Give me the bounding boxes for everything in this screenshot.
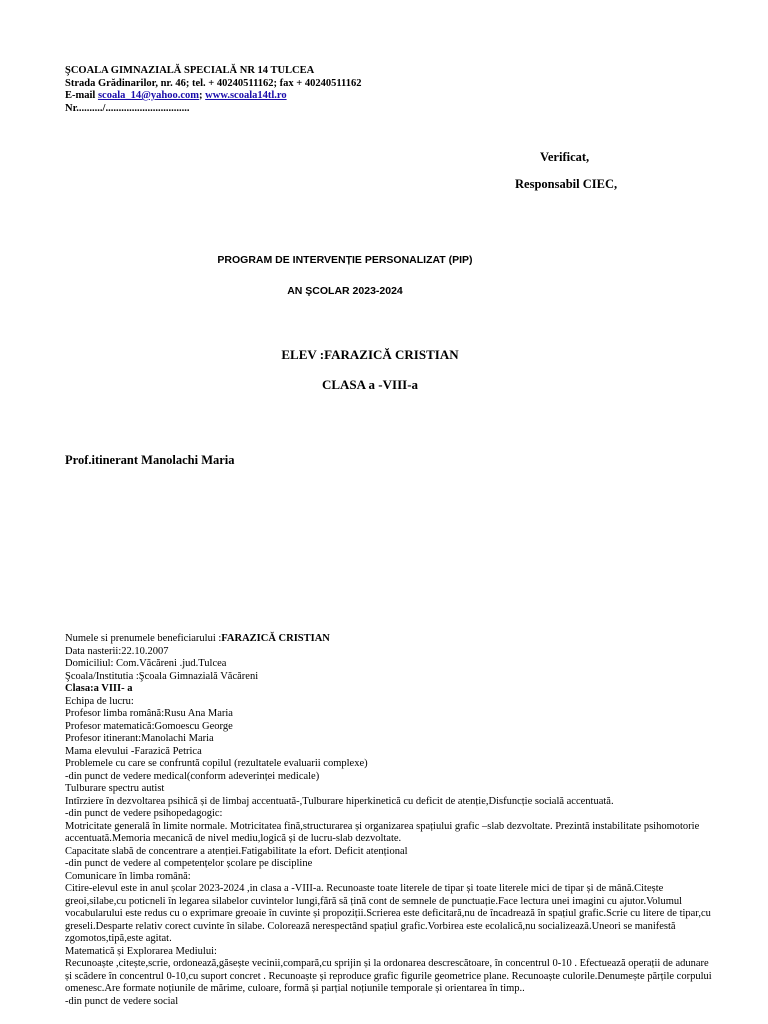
reading-paragraph: Citire-elevul este in anul școlar 2023-2024 ,in clasa a -VIII-a. Recunoaste toate literele de tipar și toate literele mici de tipar și de mână.Citește greoi,silabe,cu poticneli în legarea silabelor cuvintelor lungi,fără să țină cont de semnele de punctuație.Face lectura unei imagini cu ajutor.Volumul vocabularului este redus cu o exprimare greoaie în cuvinte și propoziții.Scrierea este deficitară,nu de încadrează în spațiul grafic.Scrie cu litere de tipar,cu greseli.Desparte relativ corect cuvinte în silabe. Colorează nerespectând spațiul grafic.Vorbirea este ecolalică,nu socializează.Uneori se manifestă zgomotos,tipă,este agitat. [65, 883, 711, 944]
diagnosis-autism: Tulburare spectru autist [65, 783, 165, 794]
diagnosis-details: Intîrziere în dezvoltarea psihică și de limbaj accentuată-,Tulburare hiperkinetică cu deficit de atenție,Disfuncție socială accentuată. [65, 795, 614, 807]
teacher-name: Prof.itinerant Manolachi Maria [65, 453, 235, 467]
romanian-teacher: Profesor limba română:Rusu Ana Maria [65, 708, 233, 719]
email-label: E-mail [65, 90, 98, 101]
beneficiary-name-value: FARAZICĂ CRISTIAN [221, 633, 330, 644]
problems-heading: Problemele cu care se confruntă copilul (rezultatele evaluarii complexe) [65, 758, 368, 769]
beneficiary-name-line [65, 633, 715, 646]
school-address: Strada Grădinarilor, nr. 46; tel. + 40240511162; fax + 40240511162 [65, 77, 362, 89]
responsible-label: Responsabil CIEC, [515, 177, 618, 191]
competencies-heading: -din punct de vedere al competențelor școlare pe discipline [65, 858, 313, 869]
math-teacher: Profesor matematică:Gomoescu George [65, 720, 233, 732]
medical-heading: -din punct de vedere medical(conform adeverinței medicale) [65, 770, 320, 782]
team-heading: Echipa de lucru: [65, 695, 134, 707]
contact-separator: ; [199, 90, 206, 101]
registration-number: Nr........../................................ [65, 102, 190, 114]
beneficiary-details [65, 633, 715, 1008]
class-line: Clasa:a VIII- a [65, 683, 133, 694]
math-heading: Matematică și Explorarea Mediului: [65, 945, 217, 957]
student-title: ELEV :FARAZICĂ CRISTIAN [281, 347, 459, 362]
beneficiary-name-label: Numele si prenumele beneficiarului : [65, 633, 222, 644]
program-title: PROGRAM DE INTERVENȚIE PERSONALIZAT (PIP) [217, 254, 473, 266]
school-header [65, 65, 361, 115]
school-year: AN ŞCOLAR 2023-2024 [287, 285, 403, 297]
verified-label: Verificat, [540, 150, 590, 164]
website-link[interactable]: www.scoala14tl.ro [205, 90, 287, 101]
school-name: ŞCOALA GIMNAZIALĂ SPECIALĂ NR 14 TULCEA [65, 65, 315, 76]
domicile: Domiciliul: Com.Văcăreni .jud.Tulcea [65, 658, 227, 669]
romanian-heading: Comunicare în limba română: [65, 870, 191, 882]
contact-line [65, 90, 361, 103]
itinerant-teacher: Profesor itinerant:Manolachi Maria [65, 733, 214, 744]
mother-line: Mama elevului -Farazică Petrica [65, 745, 202, 757]
birth-date: Data nasterii:22.10.2007 [65, 645, 169, 657]
psychopedagogic-heading: -din punct de vedere psihopedagogic: [65, 808, 223, 819]
class-title: CLASA a -VIII-a [321, 377, 419, 392]
email-link[interactable]: scoala_14@yahoo.com [97, 90, 200, 101]
school-institution: Şcoala/Institutia :Şcoala Gimnazială Văcăreni [65, 670, 259, 682]
attention-line: Capacitate slabă de concentrare a atenției.Fatigabilitate la efort. Deficit atențional [65, 845, 408, 857]
motricity-paragraph: Motricitate generală în limite normale. Motricitatea fină,structurarea și organizarea spațiului grafic –slab dezvoltate. Prezintă instabilitate psihomotorie accentuată.Memoria mecanică de nivel mediu,logică și de lucru-slab dezvoltate. [65, 820, 700, 844]
math-paragraph: Recunoaște ,citește,scrie, ordonează,găsește vecinii,compară,cu sprijin și la ordonarea descrescătoare, în concentrul 0-10 . Efectuează operații de adunare și scădere în concentrul 0-10,cu suport concret . Recunoaște și reproduce grafic figurile geometrice plane. Recunoaște culorile.Denumește părțile corpului omenesc.Are formate noțiunile de mărime, culoare, formă și parțial noțiunile temporale și orientarea în timp.. [65, 958, 712, 994]
social-heading: -din punct de vedere social [65, 995, 179, 1007]
